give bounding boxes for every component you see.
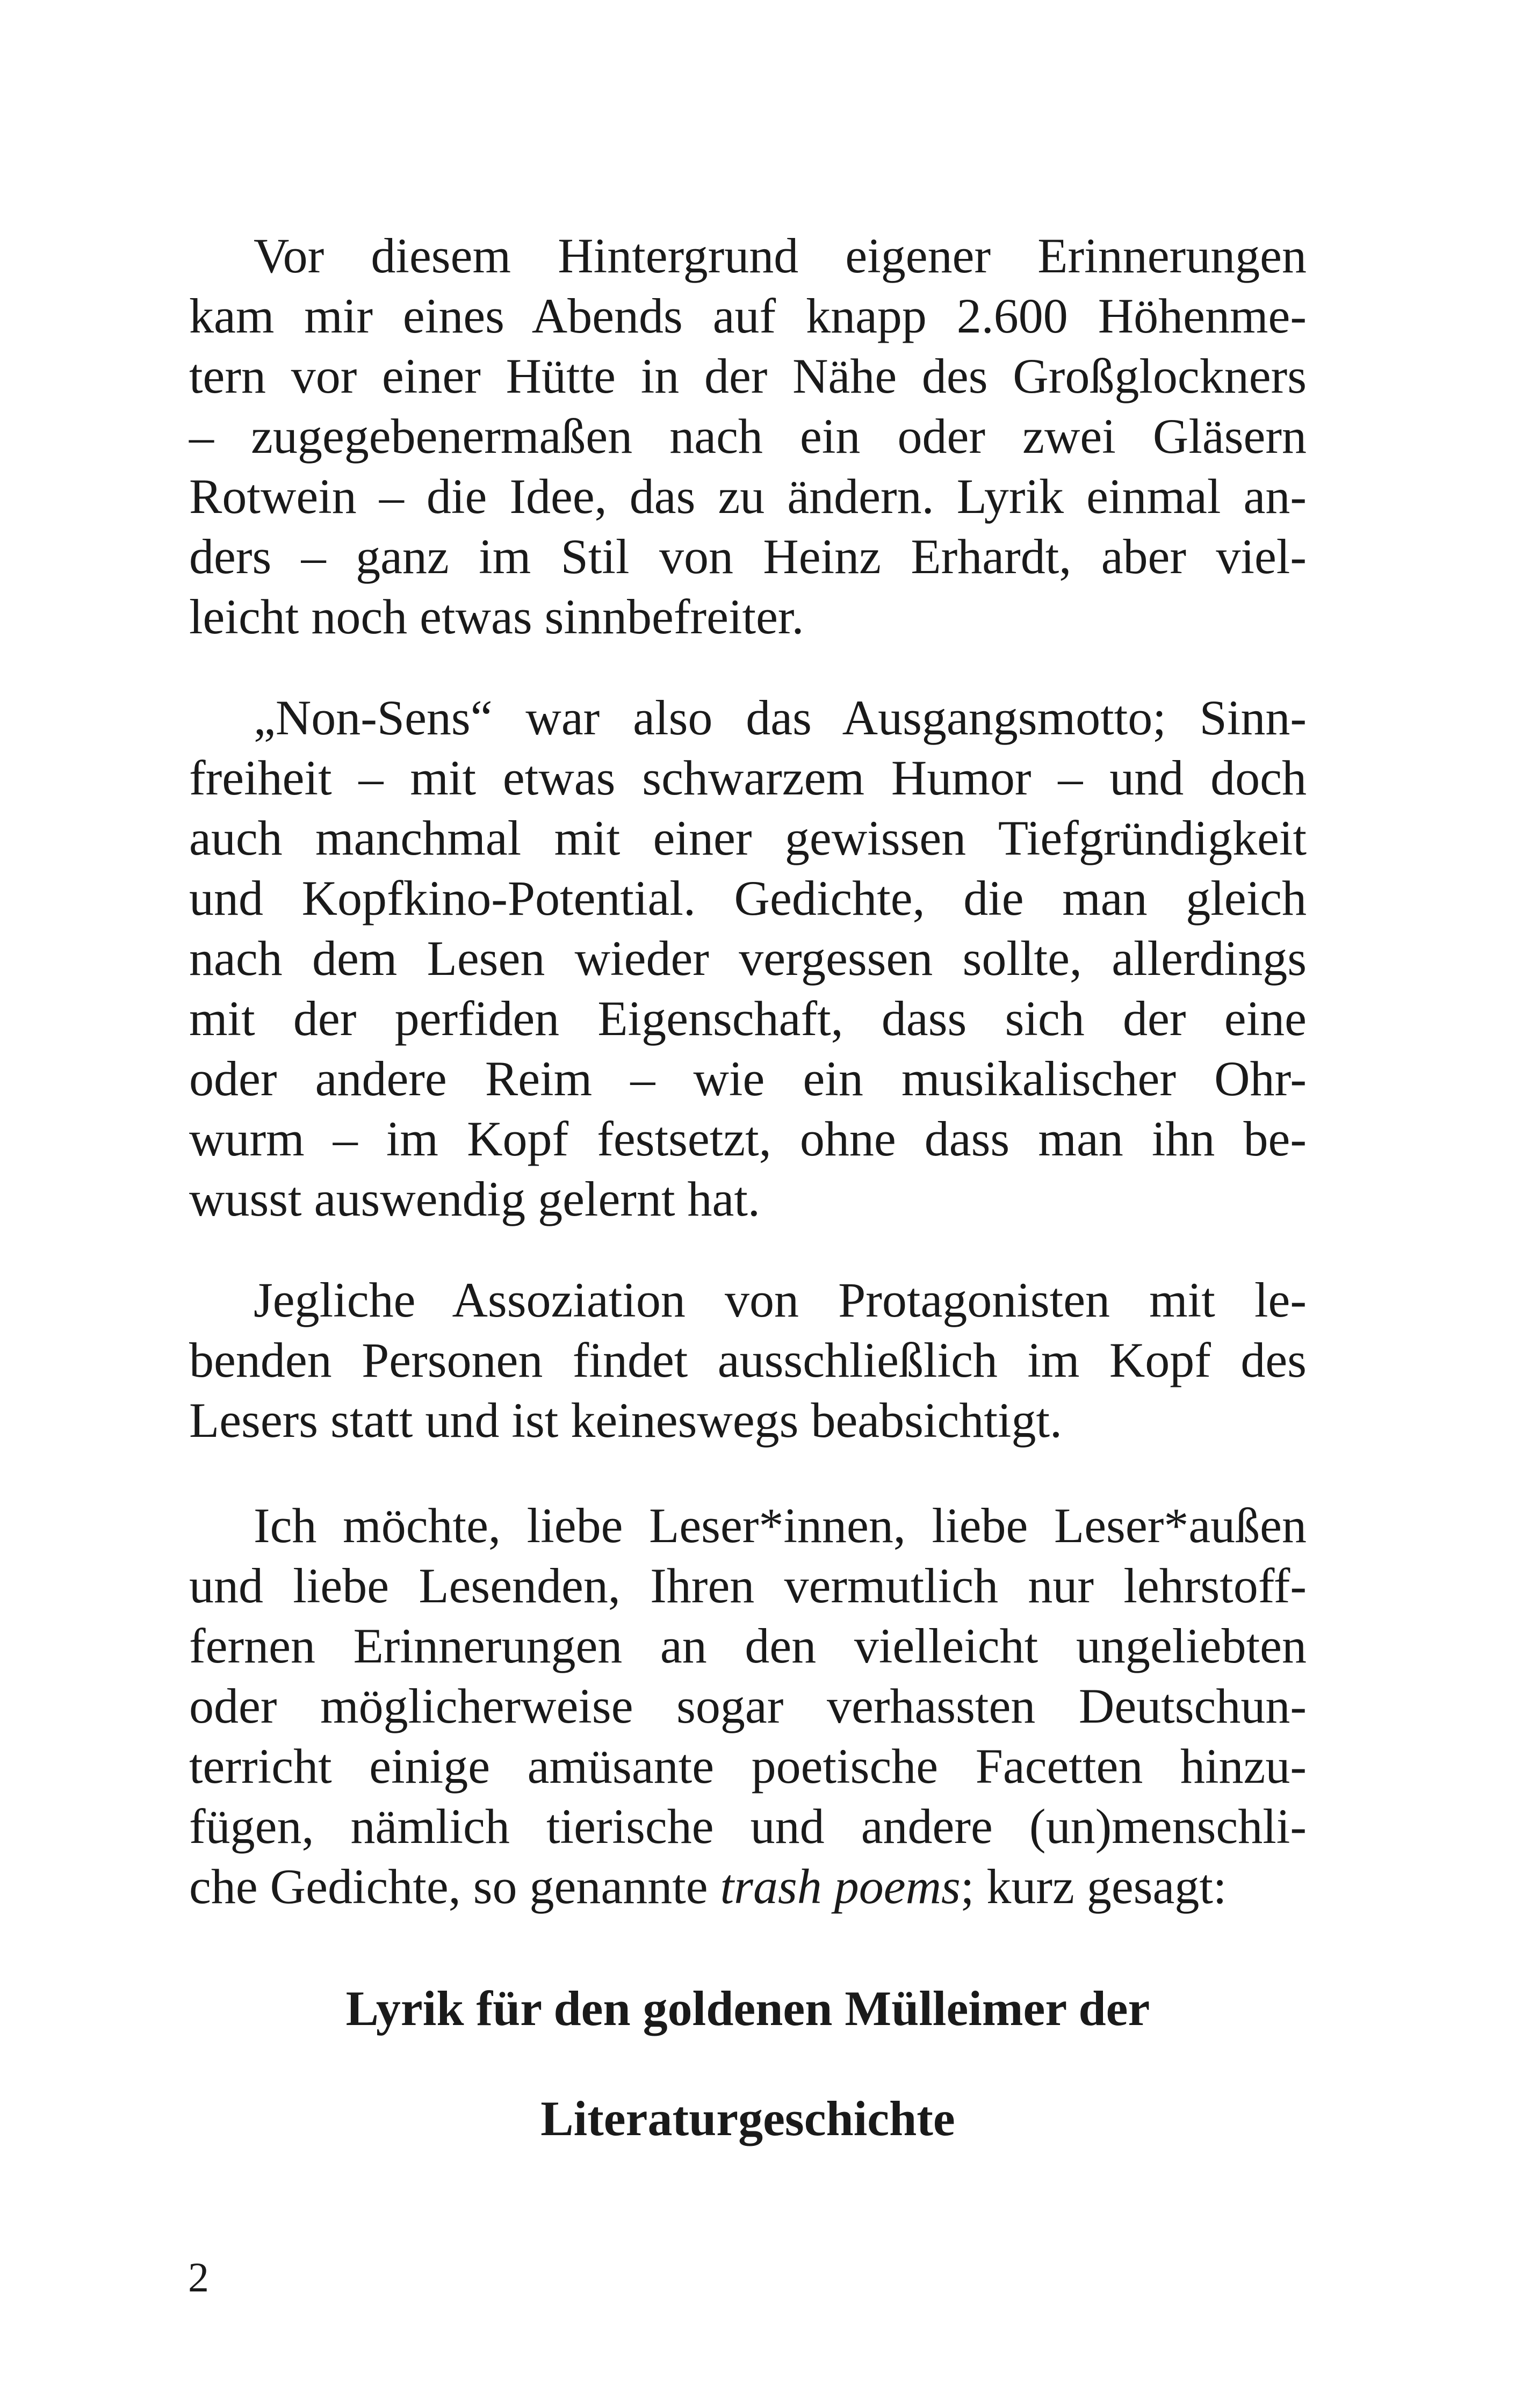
text-line: – zugegebenermaßen nach ein oder zwei Gläsern — [189, 409, 1307, 464]
text-line — [189, 1856, 1307, 1917]
text-line: kam mir eines Abends auf knapp 2.600 Höhenme- — [189, 288, 1307, 343]
text-line: Lesers statt und ist keineswegs beabsichtigt. — [189, 1393, 1063, 1448]
text-line: terricht einige amüsante poetische Facetten hinzu- — [189, 1739, 1307, 1794]
text-line: Jegliche Assoziation von Protagonisten mit le- — [254, 1272, 1307, 1327]
text-line: nach dem Lesen wieder vergessen sollte, allerdings — [189, 931, 1307, 986]
text-line: freiheit – mit etwas schwarzem Humor – und doch — [189, 750, 1307, 805]
text-line: Vor diesem Hintergrund eigener Erinnerungen — [254, 228, 1307, 283]
text-line: oder möglicherweise sogar verhassten Deutschun- — [189, 1679, 1307, 1733]
text-line: und liebe Lesenden, Ihren vermutlich nur lehrstoff- — [189, 1558, 1307, 1613]
paragraph-2 — [189, 688, 1307, 1229]
body-text — [189, 226, 1307, 1957]
text-line: fernen Erinnerungen an den vielleicht ungeliebten — [189, 1618, 1307, 1673]
text-line: Rotwein – die Idee, das zu ändern. Lyrik einmal an- — [189, 469, 1307, 524]
text-fragment: che Gedichte, so genannte — [189, 1859, 720, 1914]
text-line: benden Personen findet ausschließlich im Kopf des — [189, 1333, 1307, 1387]
paragraph-4 — [189, 1495, 1307, 1917]
text-line: wurm – im Kopf festsetzt, ohne dass man ihn be- — [189, 1111, 1307, 1166]
text-line: „Non-Sens“ war also das Ausgangsmotto; Sinn- — [254, 690, 1307, 745]
text-line: Ich möchte, liebe Leser*innen, liebe Leser*außen — [254, 1498, 1307, 1553]
text-line: wusst auswendig gelernt hat. — [189, 1172, 760, 1226]
text-line: mit der perfiden Eigenschaft, dass sich der eine — [189, 991, 1307, 1046]
closing-heading-line-1: Lyrik für den goldenen Mülleimer der — [345, 1981, 1150, 2036]
text-line: tern vor einer Hütte in der Nähe des Großglockners — [189, 349, 1307, 403]
text-line: auch manchmal mit einer gewissen Tiefgründigkeit — [189, 811, 1307, 865]
closing-heading-line-2: Literaturgeschichte — [540, 2091, 955, 2146]
text-line: fügen, nämlich tierische und andere (un)menschli- — [189, 1799, 1307, 1854]
text-line: oder andere Reim – wie ein musikalischer Ohr- — [189, 1051, 1307, 1106]
text-line: ders – ganz im Stil von Heinz Erhardt, aber viel- — [189, 529, 1307, 584]
paragraph-3 — [189, 1270, 1307, 1450]
emphasis-text: trash poems — [720, 1859, 961, 1914]
text-fragment: ; kurz gesagt: — [960, 1859, 1227, 1914]
paragraph-1 — [189, 226, 1307, 647]
text-line: und Kopfkino-Potential. Gedichte, die man gleich — [189, 871, 1307, 925]
page-number: 2 — [188, 2254, 209, 2301]
text-line: leicht noch etwas sinnbefreiter. — [189, 589, 804, 644]
